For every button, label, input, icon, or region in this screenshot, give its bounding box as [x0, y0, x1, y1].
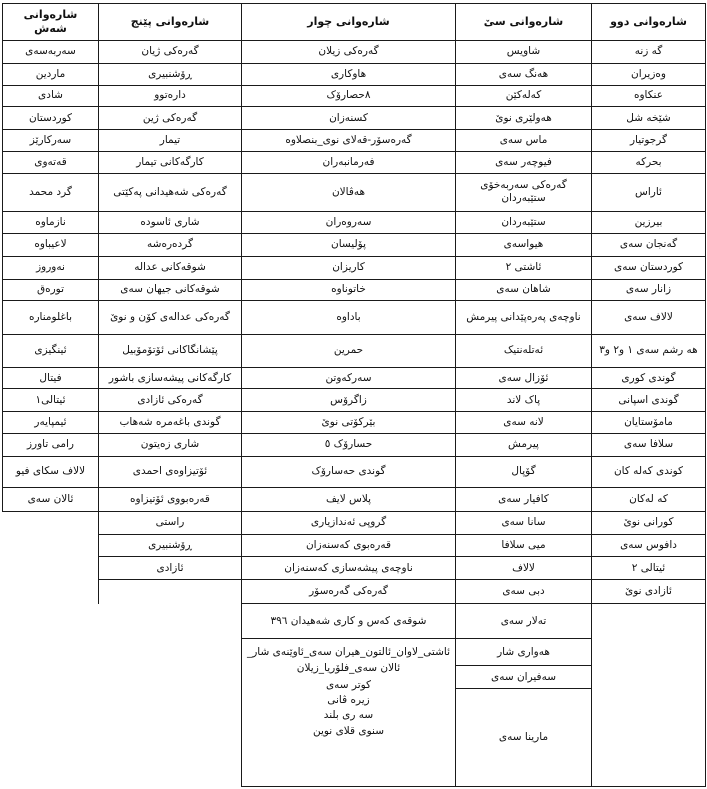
table-cell: گەرەسۆر-قەلای نوی_بنصلاوە [242, 130, 456, 152]
table-cell: لاعیباوە [3, 233, 99, 256]
table-cell: گوندی باغەمرە شەهاب [99, 412, 242, 434]
table-cell: ماس سەی [456, 130, 592, 152]
table-cell: کافیار سەی [456, 488, 592, 512]
table-cell: بحرکە [592, 151, 706, 173]
table-row [3, 256, 706, 279]
table-row [3, 511, 706, 534]
table-cell: مارینا سەی [456, 689, 592, 787]
table-cell: گرجوتیار [592, 130, 706, 152]
table-cell: گۆپال [456, 456, 592, 487]
table-row [3, 639, 706, 666]
table-cell: ئیتالی١ [3, 389, 99, 412]
table-cell: شاویس [456, 41, 592, 64]
table-cell: گەنجان سەی [592, 233, 706, 256]
table-cell: ناوچەی پەرەپێدانی پیرمش [456, 301, 592, 334]
header-row [3, 4, 706, 41]
table-cell: ئیمپایەر [3, 412, 99, 434]
table-cell [3, 604, 99, 639]
table-row [3, 488, 706, 512]
table-row [3, 41, 706, 64]
table-cell: سەرکارێز [3, 130, 99, 152]
header-municipality-4: شارەوانی چوار [242, 4, 456, 41]
table-cell: شاهان سەی [456, 279, 592, 301]
table-cell: کوردستان سەی [592, 256, 706, 279]
table-cell: ئاشتی ٢ [456, 256, 592, 279]
table-cell: فەرمانبەران [242, 151, 456, 173]
table-row [3, 212, 706, 234]
table-cell: لانە سەی [456, 412, 592, 434]
table-cell: تورەق [3, 279, 99, 301]
table-cell: گەرەکی عدالەی کۆن و نوێ [99, 301, 242, 334]
table-cell: ڕۆشنبیری [99, 534, 242, 557]
table-cell: گەرەکی ژیان [99, 41, 242, 64]
table-cell: هەولێری نوێ [456, 107, 592, 130]
table-cell: بیرزین [592, 212, 706, 234]
header-municipality-2: شارەوانی دوو [592, 4, 706, 41]
table-cell: کاریزان [242, 256, 456, 279]
table-cell: ئاراس [592, 173, 706, 211]
table-cell: گروپی ئەندازیاری [242, 511, 456, 534]
table-cell [3, 557, 99, 580]
header-municipality-3: شارەوانی سێ [456, 4, 592, 41]
table-cell: گە زنە [592, 41, 706, 64]
table-row [3, 389, 706, 412]
table-cell: گەرەکی ژین [99, 107, 242, 130]
table-row [3, 151, 706, 173]
table-cell: هە رشم سەی ١ و٢ و٣ [592, 334, 706, 367]
table-cell: قەرەبووی ئۆتیزاوە [99, 488, 242, 512]
table-cell: ئەتلەنتیک [456, 334, 592, 367]
table-cell [3, 534, 99, 557]
table-row [3, 173, 706, 211]
table-cell: کوندی کەلە کان [592, 456, 706, 487]
table-cell [99, 639, 242, 787]
table-row [3, 580, 706, 604]
table-cell: زانار سەی [592, 279, 706, 301]
table-cell: حسارۆک ٥ [242, 434, 456, 457]
table-cell: سەرکەوتن [242, 367, 456, 389]
districts-table [2, 3, 706, 787]
table-cell [592, 666, 706, 689]
table-cell: دافوس سەی [592, 534, 706, 557]
table-cell: قەتەوی [3, 151, 99, 173]
table-cell [592, 639, 706, 666]
table-cell: ستێبەردان [456, 212, 592, 234]
table-cell: هەنگ سەی [456, 63, 592, 85]
table-cell: هەواری شار [456, 639, 592, 666]
table-cell: گوندی اسپانی [592, 389, 706, 412]
table-cell: کوردستان [3, 107, 99, 130]
table-cell: سەروەران [242, 212, 456, 234]
table-cell: سانا سەی [456, 511, 592, 534]
table-cell: فیوچەر سەی [456, 151, 592, 173]
table-row [3, 557, 706, 580]
table-row [3, 301, 706, 334]
list-item: ئاشتی_لاوان_ئالتون_هیران سەی_ئاوێنەی شار_ ئالان سەی_فلۆریا_زیلان [246, 646, 451, 674]
table-cell: پاک لاند [456, 389, 592, 412]
table-cell: مامۆستایان [592, 412, 706, 434]
table-cell: حمرین [242, 334, 456, 367]
list-item: سنوی قلای نوین [312, 724, 385, 737]
table-cell: پێشانگاکانی ئۆتۆمۆبیل [99, 334, 242, 367]
table-cell: باداوە [242, 301, 456, 334]
table-row [3, 334, 706, 367]
table-cell: رامی تاورز [3, 434, 99, 457]
table-cell: سەربەسەی [3, 41, 99, 64]
table-cell: گوندی حەسارۆک [242, 456, 456, 487]
table-cell: گەرەکی شەهیدانی پەکێتی [99, 173, 242, 211]
table-cell [3, 580, 99, 604]
table-cell: ئازادی نوێ [592, 580, 706, 604]
table-row [3, 107, 706, 130]
table-row [3, 279, 706, 301]
table-cell: ئۆتیزاوەی احمدی [99, 456, 242, 487]
table-cell: بێرکۆتی نوێ [242, 412, 456, 434]
table-cell: پلاس لایف [242, 488, 456, 512]
table-cell: گەرەکی زیلان [242, 41, 456, 64]
table-cell: راستی [99, 511, 242, 534]
table-cell: کارگەکانی پیشەسازی باشور [99, 367, 242, 389]
table-cell [242, 639, 456, 787]
table-cell: شاری ئاسودە [99, 212, 242, 234]
table-cell: ئۆزال سەی [456, 367, 592, 389]
table-cell: ئینگیزی [3, 334, 99, 367]
table-cell [3, 639, 99, 787]
table-cell: تەلار سەی [456, 604, 592, 639]
table-cell: زاگرۆس [242, 389, 456, 412]
table-row [3, 434, 706, 457]
table-cell [99, 580, 242, 604]
table-row [3, 456, 706, 487]
table-cell: ٨حصارۆک [242, 85, 456, 107]
table-cell: سلافا سەی [592, 434, 706, 457]
table-cell: هەڤالان [242, 173, 456, 211]
table-cell: ماردین [3, 63, 99, 85]
table-row [3, 130, 706, 152]
districts-table-wrapper [2, 3, 705, 787]
table-cell: گەرەکی گەرەسۆر [242, 580, 456, 604]
table-cell: گرد محمد [3, 173, 99, 211]
table-cell: شاری زەیتون [99, 434, 242, 457]
table-cell: نازماوە [3, 212, 99, 234]
table-cell: شوقەکانی عدالە [99, 256, 242, 279]
table-cell: وەزیران [592, 63, 706, 85]
table-cell: سەفیران سەی [456, 666, 592, 689]
table-cell: میی سلافا [456, 534, 592, 557]
table-row [3, 85, 706, 107]
table-row [3, 534, 706, 557]
table-cell: گەرەکی ئازادی [99, 389, 242, 412]
table-cell: ناوچەی پیشەسازی کەسنەزان [242, 557, 456, 580]
table-cell: قەرەبوی کەسنەزان [242, 534, 456, 557]
table-cell: فیتال [3, 367, 99, 389]
table-cell: لالاف [456, 557, 592, 580]
table-cell: گوندی کوری [592, 367, 706, 389]
table-cell: شوقەکانی جیهان سەی [99, 279, 242, 301]
table-cell [592, 689, 706, 787]
table-cell: شێخە شل [592, 107, 706, 130]
table-cell: هیواسەی [456, 233, 592, 256]
table-cell: دبی سەی [456, 580, 592, 604]
table-cell: کەلەکێن [456, 85, 592, 107]
header-municipality-5: شارەوانی پێنج [99, 4, 242, 41]
table-cell: گردەرەشە [99, 233, 242, 256]
table-row [3, 604, 706, 639]
table-cell: ڕۆشنبیری [99, 63, 242, 85]
table-cell: کارگەکانی تیمار [99, 151, 242, 173]
table-cell: لالاف سەی [592, 301, 706, 334]
table-row [3, 412, 706, 434]
table-cell: کورانی نوێ [592, 511, 706, 534]
table-cell [99, 604, 242, 639]
list-item: کوتر سەی [325, 678, 372, 691]
table-cell: ئیتالی ٢ [592, 557, 706, 580]
table-cell: خاتوناوە [242, 279, 456, 301]
table-cell: ئالان سەی [3, 488, 99, 512]
table-cell: شوقەی کەس و کاری شەهیدان ٣٩٦ [242, 604, 456, 639]
table-cell: لالاف سکای فیو [3, 456, 99, 487]
table-cell: کسنەزان [242, 107, 456, 130]
list-item: سە ری بلند [323, 709, 374, 722]
list-item: زیرە ڤانی [327, 694, 370, 707]
table-cell [592, 604, 706, 639]
table-cell: نەوروز [3, 256, 99, 279]
table-cell: عنکاوە [592, 85, 706, 107]
table-cell: گەرەکی سەربەخۆی ستێبەردان [456, 173, 592, 211]
table-cell: پۆلیسان [242, 233, 456, 256]
table-cell: هاوکاری [242, 63, 456, 85]
table-cell: ئازادی [99, 557, 242, 580]
table-cell [3, 511, 99, 534]
table-cell: دارەتوو [99, 85, 242, 107]
table-row [3, 63, 706, 85]
table-cell: شادی [3, 85, 99, 107]
table-cell: پیرمش [456, 434, 592, 457]
table-cell: تیمار [99, 130, 242, 152]
table-cell: کە لەکان [592, 488, 706, 512]
header-municipality-6: شارەوانی شەش [3, 4, 99, 41]
table-cell: باغلومنارە [3, 301, 99, 334]
table-row [3, 367, 706, 389]
table-row [3, 233, 706, 256]
